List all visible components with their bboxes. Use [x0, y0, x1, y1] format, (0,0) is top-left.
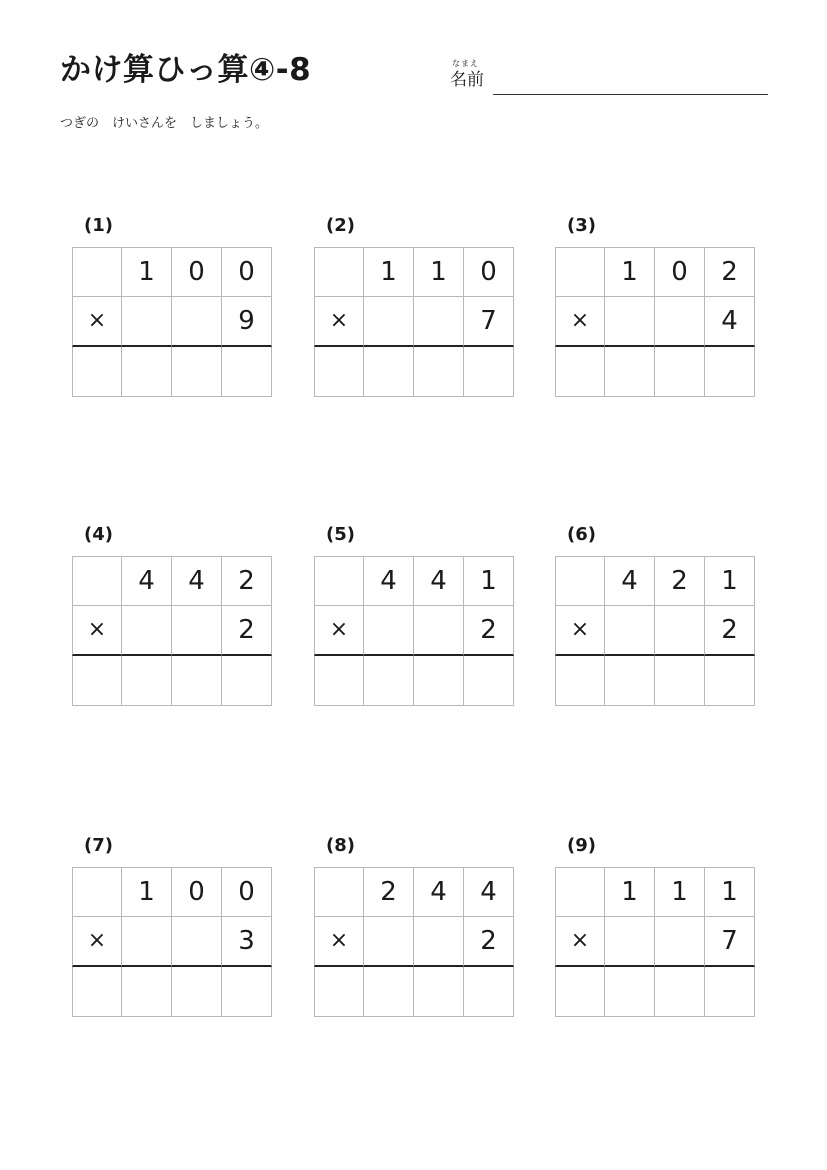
multiplicand-digit: 1: [414, 247, 464, 297]
grid-cell: [414, 917, 464, 967]
grid-cell: [655, 606, 705, 656]
answer-cell[interactable]: [555, 656, 605, 706]
multiplicand-digit: 0: [464, 247, 514, 297]
grid-cell: [364, 606, 414, 656]
grid-cell: [555, 247, 605, 297]
multiplicand-digit: 1: [605, 867, 655, 917]
grid-cell: [655, 917, 705, 967]
answer-cell[interactable]: [314, 967, 364, 1017]
multiplicand-digit: 4: [464, 867, 514, 917]
multiplicand-digit: 4: [122, 556, 172, 606]
grid-cell: [72, 556, 122, 606]
times-sign: ×: [72, 917, 122, 967]
multiplier-digit: 2: [222, 606, 272, 656]
times-sign: ×: [72, 297, 122, 347]
answer-cell[interactable]: [72, 347, 122, 397]
answer-cell[interactable]: [122, 967, 172, 1017]
grid-cell: [72, 247, 122, 297]
answer-cell[interactable]: [414, 967, 464, 1017]
multiplicand-digit: 2: [222, 556, 272, 606]
problem-grid: [72, 867, 272, 1017]
multiplicand-digit: 4: [605, 556, 655, 606]
grid-cell: [605, 917, 655, 967]
multiplicand-digit: 1: [364, 247, 414, 297]
answer-cell[interactable]: [314, 656, 364, 706]
grid-cell: [72, 867, 122, 917]
grid-cell: [605, 297, 655, 347]
multiplier-digit: 7: [705, 917, 755, 967]
problem-grid: [314, 247, 514, 397]
times-sign: ×: [555, 917, 605, 967]
answer-cell[interactable]: [705, 656, 755, 706]
multiplicand-digit: 0: [222, 867, 272, 917]
problem-grid: [555, 556, 755, 706]
answer-cell[interactable]: [605, 656, 655, 706]
grid-cell: [122, 297, 172, 347]
grid-cell: [414, 606, 464, 656]
name-ruby: なまえ: [452, 59, 479, 68]
multiplicand-digit: 1: [122, 247, 172, 297]
problem-label: (6): [567, 524, 596, 545]
answer-cell[interactable]: [555, 347, 605, 397]
grid-cell: [122, 606, 172, 656]
multiplicand-digit: 1: [655, 867, 705, 917]
multiplicand-digit: 0: [655, 247, 705, 297]
answer-cell[interactable]: [605, 347, 655, 397]
grid-cell: [364, 917, 414, 967]
answer-cell[interactable]: [122, 347, 172, 397]
answer-cell[interactable]: [222, 967, 272, 1017]
multiplier-digit: 9: [222, 297, 272, 347]
multiplier-digit: 4: [705, 297, 755, 347]
answer-cell[interactable]: [364, 967, 414, 1017]
grid-cell: [364, 297, 414, 347]
answer-cell[interactable]: [464, 347, 514, 397]
problem-grid: [555, 867, 755, 1017]
name-label: 名前: [450, 70, 484, 90]
instruction-text: つぎの けいさんを しましょう。: [60, 116, 269, 131]
problem-label: (9): [567, 835, 596, 856]
multiplier-digit: 2: [464, 606, 514, 656]
answer-cell[interactable]: [464, 656, 514, 706]
grid-cell: [122, 917, 172, 967]
problem-grid: [72, 556, 272, 706]
times-sign: ×: [314, 606, 364, 656]
multiplicand-digit: 4: [414, 556, 464, 606]
multiplier-digit: 2: [705, 606, 755, 656]
answer-cell[interactable]: [464, 967, 514, 1017]
grid-cell: [605, 606, 655, 656]
problem-label: (2): [326, 215, 355, 236]
multiplicand-digit: 0: [222, 247, 272, 297]
problem-label: (7): [84, 835, 113, 856]
answer-cell[interactable]: [72, 967, 122, 1017]
times-sign: ×: [72, 606, 122, 656]
answer-cell[interactable]: [222, 656, 272, 706]
multiplicand-digit: 1: [464, 556, 514, 606]
multiplicand-digit: 4: [414, 867, 464, 917]
multiplicand-digit: 0: [172, 247, 222, 297]
grid-cell: [172, 606, 222, 656]
multiplicand-digit: 1: [122, 867, 172, 917]
answer-cell[interactable]: [122, 656, 172, 706]
multiplicand-digit: 1: [705, 867, 755, 917]
grid-cell: [314, 247, 364, 297]
answer-cell[interactable]: [172, 347, 222, 397]
answer-cell[interactable]: [72, 656, 122, 706]
times-sign: ×: [314, 297, 364, 347]
grid-cell: [414, 297, 464, 347]
multiplicand-digit: 4: [364, 556, 414, 606]
problem-grid: [555, 247, 755, 397]
answer-cell[interactable]: [222, 347, 272, 397]
multiplier-digit: 7: [464, 297, 514, 347]
times-sign: ×: [555, 606, 605, 656]
multiplicand-digit: 1: [705, 556, 755, 606]
problem-label: (8): [326, 835, 355, 856]
times-sign: ×: [314, 917, 364, 967]
grid-cell: [555, 556, 605, 606]
problem-label: (4): [84, 524, 113, 545]
answer-cell[interactable]: [364, 347, 414, 397]
answer-cell[interactable]: [655, 967, 705, 1017]
worksheet-title: かけ算ひっ算④-8: [60, 52, 312, 88]
multiplier-digit: 3: [222, 917, 272, 967]
grid-cell: [314, 556, 364, 606]
problem-grid: [314, 867, 514, 1017]
problem-label: (1): [84, 215, 113, 236]
answer-cell[interactable]: [414, 347, 464, 397]
answer-cell[interactable]: [605, 967, 655, 1017]
multiplicand-digit: 1: [605, 247, 655, 297]
grid-cell: [555, 867, 605, 917]
multiplicand-digit: 2: [364, 867, 414, 917]
grid-cell: [172, 917, 222, 967]
answer-cell[interactable]: [364, 656, 414, 706]
multiplier-digit: 2: [464, 917, 514, 967]
times-sign: ×: [555, 297, 605, 347]
multiplicand-digit: 2: [705, 247, 755, 297]
multiplicand-digit: 0: [172, 867, 222, 917]
problem-grid: [72, 247, 272, 397]
multiplicand-digit: 4: [172, 556, 222, 606]
multiplicand-digit: 2: [655, 556, 705, 606]
name-underline[interactable]: [493, 94, 768, 95]
answer-cell[interactable]: [555, 967, 605, 1017]
answer-cell[interactable]: [655, 347, 705, 397]
problem-label: (3): [567, 215, 596, 236]
problem-label: (5): [326, 524, 355, 545]
answer-cell[interactable]: [414, 656, 464, 706]
answer-cell[interactable]: [172, 656, 222, 706]
name-field[interactable]: [448, 58, 770, 98]
grid-cell: [314, 867, 364, 917]
answer-cell[interactable]: [705, 347, 755, 397]
problem-grid: [314, 556, 514, 706]
answer-cell[interactable]: [172, 967, 222, 1017]
answer-cell[interactable]: [655, 656, 705, 706]
grid-cell: [172, 297, 222, 347]
grid-cell: [655, 297, 705, 347]
answer-cell[interactable]: [705, 967, 755, 1017]
answer-cell[interactable]: [314, 347, 364, 397]
